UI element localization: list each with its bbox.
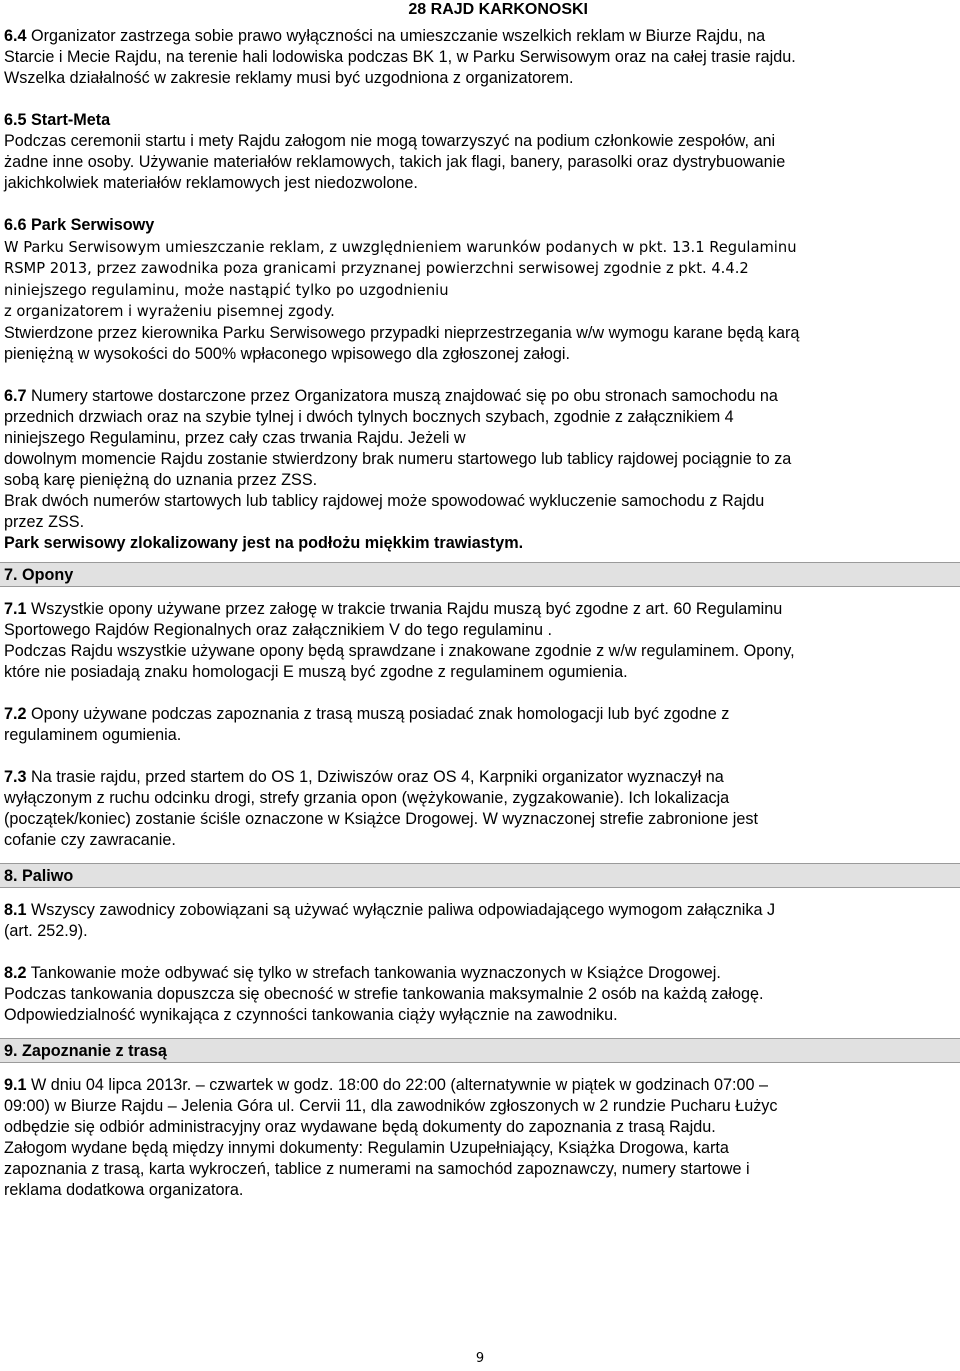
paragraph-line: sobą karę pieniężną do uznania przez ZSS.: [4, 470, 318, 489]
paragraph-line: Stwierdzone przez kierownika Parku Serwisowego przypadki nieprzestrzegania w/w wymogu karane będą karą: [4, 323, 800, 342]
paragraph-line: W Parku Serwisowym umieszczanie reklam, z uwzględnieniem warunków podanych w pkt. 13.1 Regulaminu: [4, 238, 797, 256]
paragraph-line: przednich drzwiach oraz na szybie tylnej i dwóch tylnych bocznych szybach, zgodnie z załącznikiem 4: [4, 407, 734, 426]
paragraph-line: Wszelka działalność w zakresie reklamy musi być uzgodniona z organizatorem.: [4, 69, 574, 87]
section-7-2: [4, 704, 956, 746]
paragraph-line: dowolnym momencie Rajdu zostanie stwierdzony brak numeru startowego lub tablicy rajdowej pociągnie to za: [4, 449, 792, 468]
paragraph-line: RSMP 2013, przez zawodnika poza granicami przyznanej powierzchni serwisowej zgodnie z pkt. 4.4.2: [4, 260, 749, 277]
section-number: 8.2: [4, 963, 27, 982]
paragraph-line: przez ZSS.: [4, 512, 85, 531]
paragraph-line: Numery startowe dostarczone przez Organizatora muszą znajdować się po obu stronach samochodu na: [31, 386, 778, 405]
paragraph-line: Starcie i Mecie Rajdu, na terenie hali lodowiska podczas BK 1, w Parku Serwisowym oraz na całej trasie rajdu.: [4, 48, 796, 66]
paragraph-line: Brak dwóch numerów startowych lub tablicy rajdowej może spowodować wykluczenie samochodu z Rajdu: [4, 491, 765, 510]
section-number: 6.4: [4, 27, 27, 45]
section-8-2: [4, 963, 956, 1026]
paragraph-line: (art. 252.9).: [4, 921, 88, 940]
section-heading-band: 8. Paliwo: [0, 863, 960, 888]
section-number: 9.1: [4, 1075, 27, 1094]
paragraph-line: z organizatorem i wyrażeniu pisemnej zgody.: [4, 303, 335, 320]
section-7-1: [4, 599, 956, 683]
section-9-1: [4, 1075, 956, 1201]
section-6-7: [4, 386, 956, 554]
section-heading-band: 9. Zapoznanie z trasą: [0, 1038, 960, 1063]
paragraph-line: Sportowego Rajdów Regionalnych oraz załącznikiem V do tego regulaminu .: [4, 620, 552, 639]
paragraph-line: Organizator zastrzega sobie prawo wyłączności na umieszczanie wszelkich reklam w Biurze Rajdu, na: [31, 27, 766, 45]
section-number: 8.1: [4, 900, 27, 919]
paragraph-line: Podczas Rajdu wszystkie używane opony będą sprawdzane i znakowane zgodnie z w/w regulaminem. Opony,: [4, 641, 795, 660]
paragraph-line: które nie posiadają znaku homologacji E muszą być zgodne z regulaminem ogumienia.: [4, 662, 628, 681]
section-heading-band: 7. Opony: [0, 562, 960, 587]
section-6-4: [4, 26, 956, 89]
paragraph-line: Załogom wydane będą między innymi dokumenty: Regulamin Uzupełniający, Książka Drogowa, karta: [4, 1138, 729, 1157]
paragraph-line: (początek/koniec) zostanie ściśle oznaczone w Książce Drogowej. W wyznaczonej strefie zabronione jest: [4, 809, 758, 828]
section-7-3: [4, 767, 956, 851]
paragraph-line: Wszyscy zawodnicy zobowiązani są używać wyłącznie paliwa odpowiadającego wymogom załącznika J: [31, 900, 776, 919]
paragraph-line: Odpowiedzialność wynikająca z czynności tankowania ciąży wyłącznie na zawodniku.: [4, 1005, 618, 1024]
section-6-6: [4, 215, 956, 323]
paragraph-line: żadne inne osoby. Używanie materiałów reklamowych, takich jak flagi, banery, parasolki oraz dystrybuowanie: [4, 153, 786, 171]
paragraph-line: Opony używane podczas zapoznania z trasą muszą posiadać znak homologacji lub być zgodne z: [31, 704, 730, 723]
section-number: 7.2: [4, 704, 27, 723]
paragraph-line: zapoznania z trasą, karta wykroczeń, tablice z numerami na samochód zapoznawczy, numery startowe i: [4, 1159, 750, 1178]
section-number: 6.7: [4, 386, 27, 405]
paragraph-line: 09:00) w Biurze Rajdu – Jelenia Góra ul. Cervii 11, dla zawodników zgłoszonych w 2 rundzie Pucharu Łużyc: [4, 1096, 778, 1115]
page-number: 9: [475, 1351, 485, 1366]
paragraph-line: jakichkolwiek materiałów reklamowych jest niedozwolone.: [4, 174, 418, 192]
section-6-6-penalty: [4, 323, 956, 365]
paragraph-line: odbędzie się odbiór administracyjny oraz wydawane będą dokumenty do zapoznania z trasą Rajdu.: [4, 1117, 716, 1136]
paragraph-line: wyłączonym z ruchu odcinku drogi, strefy grzania opon (wężykowanie, zygzakowanie). Ich lokalizacja: [4, 788, 730, 807]
section-6-5: [4, 110, 956, 194]
paragraph-line: Podczas tankowania dopuszcza się obecność w strefie tankowania maksymalnie 2 osób na każdą załogę.: [4, 984, 764, 1003]
paragraph-line: pieniężną w wysokości do 500% wpłaconego wpisowego dla zgłoszonej załogi.: [4, 344, 571, 363]
paragraph-line: Wszystkie opony używane przez załogę w trakcie trwania Rajdu muszą być zgodne z art. 60 Regulaminu: [31, 599, 783, 618]
section-heading: 6.5 Start-Meta: [4, 111, 111, 129]
paragraph-line-bold: Park serwisowy zlokalizowany jest na podłożu miękkim trawiastym.: [4, 533, 524, 552]
section-8-1: [4, 900, 956, 942]
section-number: 7.1: [4, 599, 27, 618]
paragraph-line: regulaminem ogumienia.: [4, 725, 182, 744]
paragraph-line: Tankowanie może odbywać się tylko w strefach tankowania wyznaczonych w Książce Drogowej.: [30, 963, 721, 982]
paragraph-line: reklama dodatkowa organizatora.: [4, 1180, 244, 1199]
section-number: 7.3: [4, 767, 27, 786]
paragraph-line: cofanie czy zawracanie.: [4, 830, 176, 849]
paragraph-line: niniejszego regulaminu, może nastąpić tylko po uzgodnieniu: [4, 281, 449, 299]
section-heading: 6.6 Park Serwisowy: [4, 216, 155, 234]
paragraph-line: niniejszego Regulaminu, przez cały czas trwania Rajdu. Jeżeli w: [4, 428, 466, 447]
paragraph-line: Podczas ceremonii startu i mety Rajdu załogom nie mogą towarzyszyć na podium członkowie zespołów, ani: [4, 132, 776, 150]
document-body: [4, 26, 956, 1201]
page-header-title: 28 RAJD KARKONOSKI: [408, 1, 588, 18]
paragraph-line: W dniu 04 lipca 2013r. – czwartek w godz. 18:00 do 22:00 (alternatywnie w piątek w godzinach 07:00 –: [31, 1075, 768, 1094]
paragraph-line: Na trasie rajdu, przed startem do OS 1, Dziwiszów oraz OS 4, Karpniki organizator wyznaczył na: [31, 767, 724, 786]
